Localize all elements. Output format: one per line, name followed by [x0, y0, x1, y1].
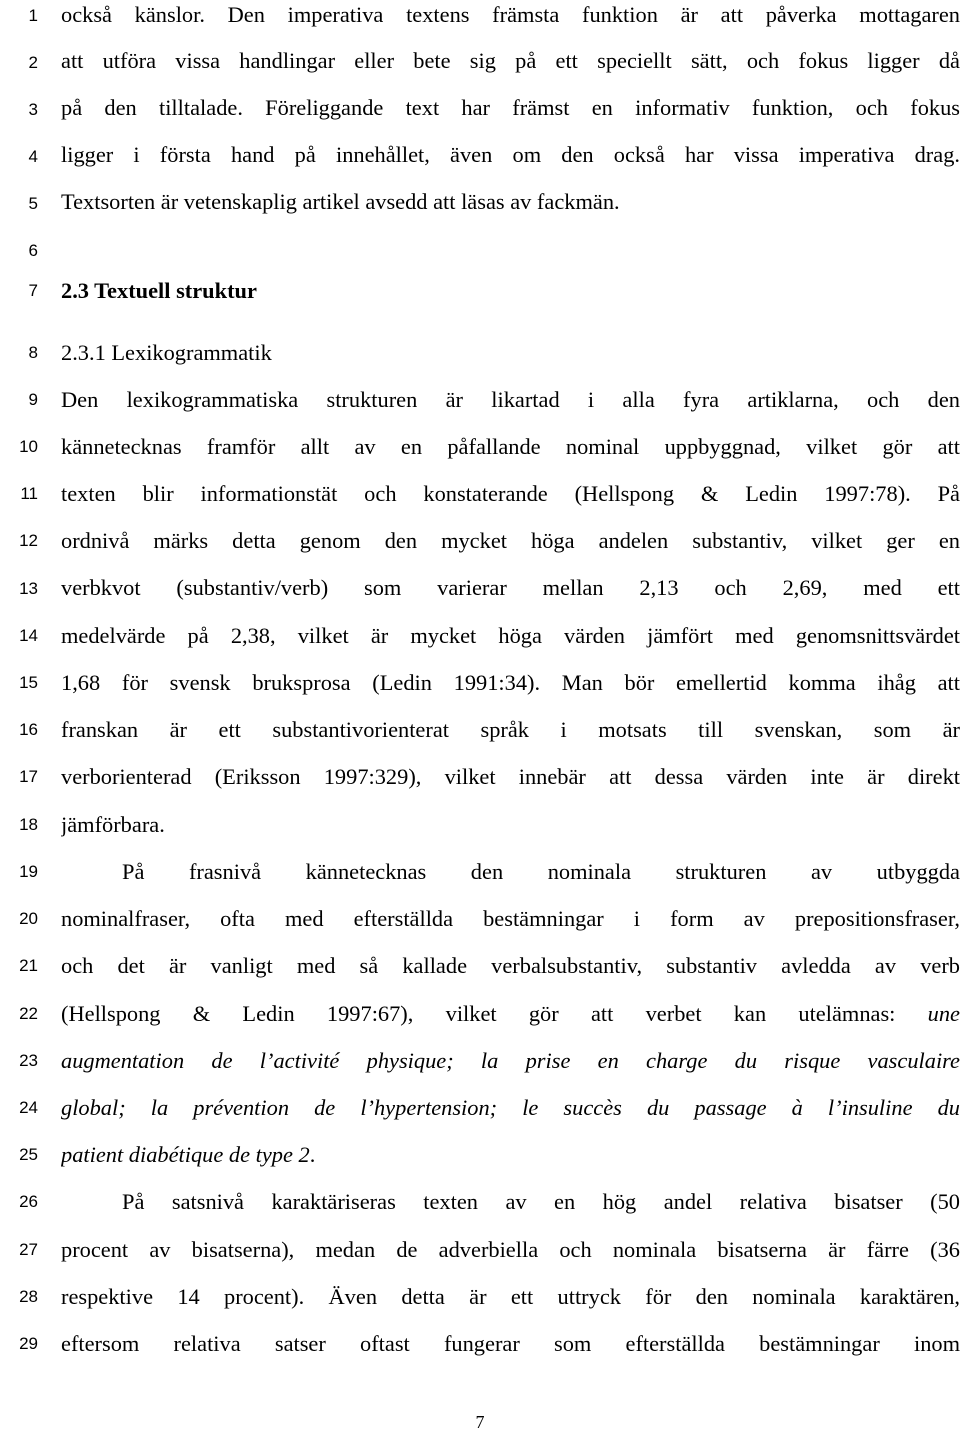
line-number: 24 — [19, 1098, 38, 1117]
text-line: Den lexikogrammatiska strukturen är likartad i alla fyra artiklarna, och den — [61, 387, 960, 412]
line-number: 7 — [28, 281, 38, 300]
text-line: franskan är ett substantivorienterat språk i motsats till svenskan, som är — [61, 717, 960, 742]
line-number: 12 — [19, 531, 38, 550]
line-number: 16 — [19, 720, 38, 739]
text-line: verbkvot (substantiv/verb) som varierar mellan 2,13 och 2,69, med ett — [61, 575, 960, 600]
line-number: 6 — [28, 241, 38, 260]
text-run: (Hellspong & Ledin 1997:67), vilket gör att verbet kan utelämnas: — [61, 1001, 928, 1026]
example-text: une — [927, 1001, 960, 1026]
text-line: respektive 14 procent). Även detta är ett uttryck för den nominala karaktären, — [61, 1284, 960, 1309]
text-line: kännetecknas framför allt av en påfallande nominal uppbyggnad, vilket gör att — [61, 434, 960, 459]
text-line: och det är vanligt med så kallade verbalsubstantiv, substantiv avledda av verb — [61, 953, 960, 978]
line-number: 17 — [19, 767, 38, 786]
text-line: också känslor. Den imperativa textens främsta funktion är att påverka mottagaren — [61, 2, 960, 27]
line-number: 1 — [28, 6, 38, 25]
line-number: 22 — [19, 1004, 38, 1023]
text-line — [61, 999, 960, 1029]
text-line: medelvärde på 2,38, vilket är mycket höga värden jämfört med genomsnittsvärdet — [61, 623, 960, 648]
line-number: 23 — [19, 1051, 38, 1070]
line-number: 14 — [19, 626, 38, 645]
section-heading: 2.3 Textuell struktur — [61, 278, 257, 303]
line-number: 19 — [19, 862, 38, 881]
line-number: 15 — [19, 673, 38, 692]
text-line: verborienterad (Eriksson 1997:329), vilket innebär att dessa värden inte är direkt — [61, 764, 960, 789]
line-number: 8 — [28, 343, 38, 362]
text-line: ordnivå märks detta genom den mycket höga andelen substantiv, vilket ger en — [61, 528, 960, 553]
line-number: 9 — [28, 390, 38, 409]
text-line: procent av bisatserna), medan de adverbiella och nominala bisatserna är färre (36 — [61, 1237, 960, 1262]
example-text: global; la prévention de l’hypertension; le succès du passage à l’insuline du — [61, 1095, 960, 1120]
text-line: jämförbara. — [61, 812, 165, 837]
line-number: 5 — [28, 194, 38, 213]
text-line: att utföra vissa handlingar eller bete sig på ett speciellt sätt, och fokus ligger då — [61, 48, 960, 73]
example-text: augmentation de l’activité physique; la prise en charge du risque vasculaire — [61, 1048, 960, 1073]
text-line: På frasnivå kännetecknas den nominala strukturen av utbyggda — [122, 859, 960, 884]
line-number: 27 — [19, 1240, 38, 1259]
line-number: 25 — [19, 1145, 38, 1164]
text-line: nominalfraser, ofta med efterställda bestämningar i form av prepositionsfraser, — [61, 906, 960, 931]
subsection-heading: 2.3.1 Lexikogrammatik — [61, 340, 272, 365]
line-number: 2 — [28, 53, 38, 72]
line-number: 4 — [28, 147, 38, 166]
line-number: 10 — [19, 437, 38, 456]
text-line: ligger i första hand på innehållet, även om den också har vissa imperativa drag. — [61, 142, 960, 167]
text-line: 1,68 för svensk bruksprosa (Ledin 1991:34). Man bör emellertid komma ihåg att — [61, 670, 960, 695]
page-number: 7 — [475, 1412, 485, 1432]
line-number: 28 — [19, 1287, 38, 1306]
text-line: texten blir informationstät och konstaterande (Hellspong & Ledin 1997:78). På — [61, 481, 960, 506]
text-run: . — [309, 1142, 316, 1167]
line-number: 29 — [19, 1334, 38, 1353]
text-line: på den tilltalade. Föreliggande text har främst en informativ funktion, och fokus — [61, 95, 960, 120]
example-text: patient diabétique de type 2 — [61, 1142, 310, 1167]
line-number: 18 — [19, 815, 38, 834]
line-number: 11 — [20, 484, 38, 503]
line-number: 20 — [19, 909, 38, 928]
text-line — [61, 1140, 960, 1170]
line-number: 13 — [19, 579, 38, 598]
text-line: Textsorten är vetenskaplig artikel avsedd att läsas av fackmän. — [61, 189, 620, 214]
text-line: eftersom relativa satser oftast fungerar som efterställda bestämningar inom — [61, 1331, 960, 1356]
line-number: 3 — [28, 100, 38, 119]
line-number: 21 — [19, 956, 38, 975]
text-line: På satsnivå karaktäriseras texten av en hög andel relativa bisatser (50 — [122, 1189, 960, 1214]
line-number: 26 — [19, 1192, 38, 1211]
